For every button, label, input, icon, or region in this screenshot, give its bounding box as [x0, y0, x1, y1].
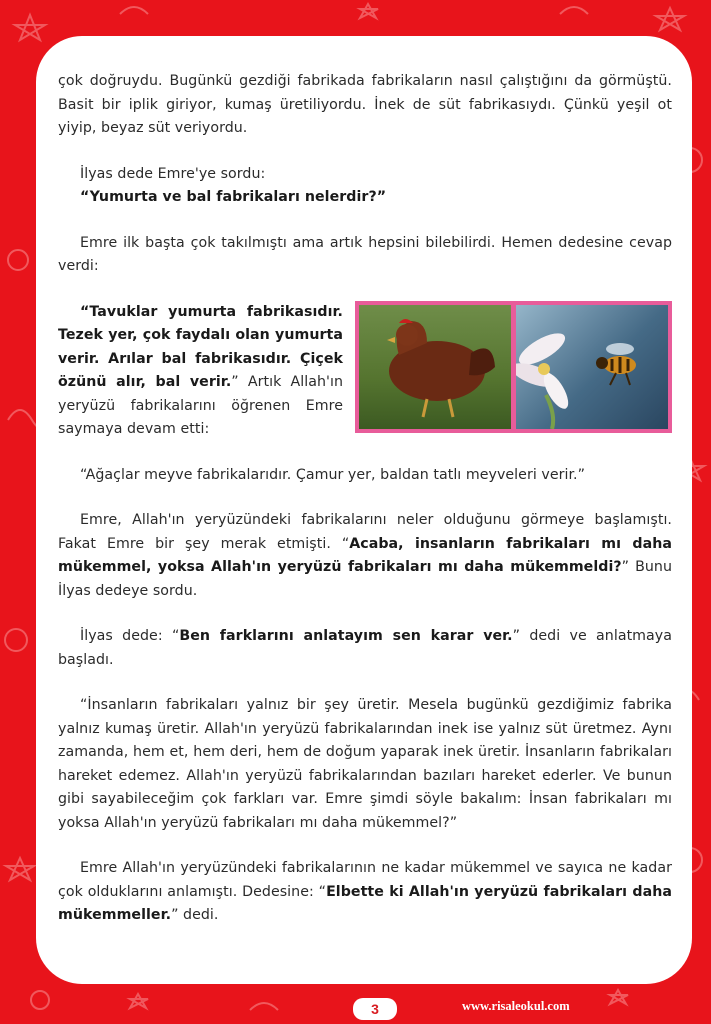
- page-content: [36, 36, 692, 984]
- paragraph-5: “Ağaçlar meyve fabrikalarıdır. Çamur yer, baldan tatlı meyveleri verir.”: [80, 466, 586, 483]
- photo-frame: [355, 301, 672, 433]
- hen-image: [359, 305, 511, 429]
- page-number: 3: [353, 998, 397, 1020]
- paragraph-3: Emre ilk başta çok takılmıştı ama artık hepsini bilebilirdi. Hemen dedesine cevap verdi:: [58, 234, 672, 274]
- paragraph-4-bold: “Tavuklar yumurta fabrikasıdır. Tezek yer, çok faydalı olan yumurta verir. Arılar bal fabrikasıdır. Çiçek özünü alır, bal verir.: [58, 303, 343, 390]
- page-footer: [0, 990, 711, 1024]
- paragraph-9: Emre Allah'ın yeryüzündeki fabrikalarının ne kadar mükemmel ve sayıca ne kadar çok olduklarını anlamıştı. Dedesine: “Elbette ki Allah'ın yeryüzü fabrikaları daha mükemmeller.” dedi.: [58, 860, 672, 923]
- image-text-section: [58, 301, 672, 442]
- website-link[interactable]: www.risaleokul.com: [462, 999, 570, 1013]
- paragraph-7: İlyas dede: “Ben farklarını anlatayım sen karar ver.” dedi ve anlatmaya başladı.: [58, 628, 672, 668]
- paragraph-2-intro: İlyas dede Emre'ye sordu:: [80, 165, 266, 182]
- bee-flower-image: [516, 305, 668, 429]
- paragraph-6: Emre, Allah'ın yeryüzündeki fabrikalarını neler olduğunu görmeye başlamıştı. Fakat Emre bir şey merak etmişti. “Acaba, insanların fabrikaları mı daha mükemmel, yoksa Allah'ın yeryüzü fabrikaları mı daha mükemmeldi?” Bunu İlyas dedeye sordu.: [58, 512, 672, 599]
- paragraph-1: çok doğruydu. Bugünkü gezdiği fabrikada fabrikaların nasıl çalıştığını da görmüştü. Basit bir iplik giriyor, kumaş üretiliyordu. İnek de süt fabrikasıydı. Çünkü yeşil ot yiyip, beyaz süt veriyordu.: [58, 73, 672, 136]
- paragraph-2-question: “Yumurta ve bal fabrikaları nelerdir?”: [80, 189, 387, 205]
- paragraph-4-rest: ” Artık Allah'ın yeryüzü fabrikalarını öğrenen Emre saymaya devam etti:: [58, 374, 343, 437]
- paragraph-8: “İnsanların fabrikaları yalnız bir şey üretir. Mesela bugünkü gezdiğimiz fabrika yalnız kumaş üretir. Allah'ın yeryüzü fabrikalarından inek ise yalnız süt üretmez. Aynı zamanda, hem et, hem deri, hem de doğum yaparak inek üretir. İnsanların fabrikaları hareket edemez. Allah'ın yeryüzü fabrikalarından bazıları hareket ederler. Ve bunun gibi sayabileceğim çok farkları var. Emre şimdi söyle bakalım: İnsan fabrikaları mı yoksa Allah'ın yeryüzü fabrikaları mı daha mükemmel?”: [58, 697, 672, 831]
